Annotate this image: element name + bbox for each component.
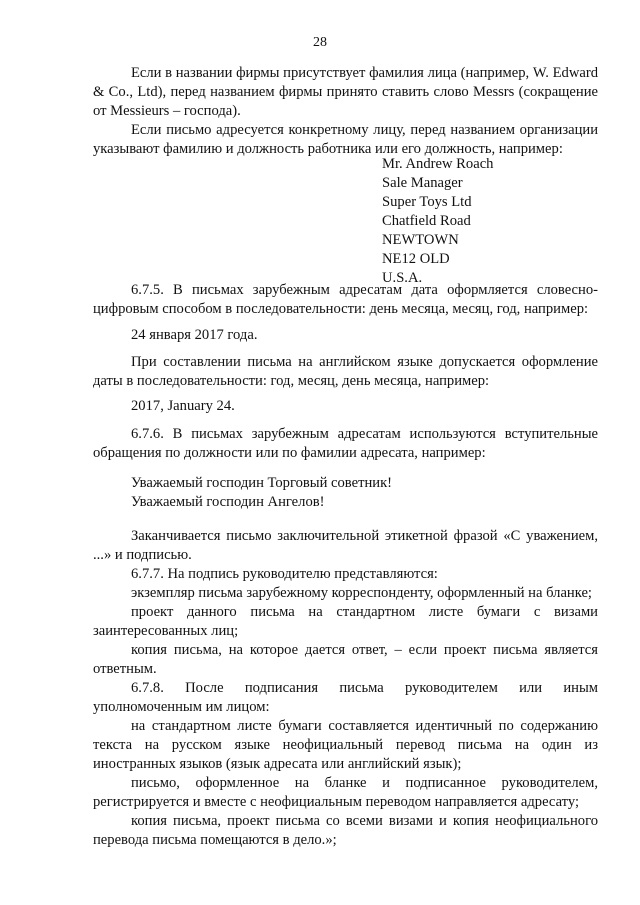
example-date-en-block [93, 397, 598, 416]
paragraph-closing: Заканчивается письмо заключительной этикетной фразой «С уважением, ...» и подписью. [93, 528, 598, 563]
example-date-ru-block [93, 326, 598, 345]
address-line: Sale Manager [382, 175, 463, 191]
paragraph-6-7-6: 6.7.6. В письмах зарубежным адресатам используются вступительные обращения по должности или по фамилии адресата, например: [93, 426, 598, 461]
section-6-7-5 [93, 281, 598, 319]
address-line: Super Toys Ltd [382, 194, 472, 210]
address-line: U.S.A. [382, 270, 423, 286]
list-item-copy-foreign: экземпляр письма зарубежному корреспонденту, оформленный на бланке; [131, 585, 592, 601]
intro-paragraphs [93, 64, 598, 159]
example-date-ru: 24 января 2017 года. [131, 327, 258, 343]
paragraph-firm-name: Если в названии фирмы присутствует фамилия лица (например, W. Edward & Co., Ltd), перед названием фирмы принято ставить слово Messrs (сокращение от Messieurs – господа). [93, 65, 598, 119]
address-line: Chatfield Road [382, 213, 471, 229]
list-item-translation: на стандартном листе бумаги составляется идентичный по содержанию текста на русском языке неофициальный перевод письма на один из иностранных языков (язык адресата или английский язык); [93, 718, 598, 772]
paragraph-6-7-7: 6.7.7. На подпись руководителю представляются: [131, 566, 438, 582]
list-item-draft: проект данного письма на стандартном листе бумаги с визами заинтересованных лиц; [93, 604, 598, 639]
english-date-block [93, 353, 598, 391]
closing-and-signature-section [93, 527, 598, 850]
paragraph-english-date: При составлении письма на английском языке допускается оформление даты в последовательности: год, месяц, день месяца, например: [93, 354, 598, 389]
greeting-angelov: Уважаемый господин Ангелов! [131, 494, 325, 510]
address-example [382, 155, 493, 288]
paragraph-specific-person: Если письмо адресуется конкретному лицу, перед названием организации указывают фамилию и должность работника или его должность, например: [93, 122, 598, 157]
greetings-block [93, 474, 598, 512]
paragraph-6-7-5: 6.7.5. В письмах зарубежным адресатам дата оформляется словесно-цифровым способом в последовательности: день месяца, месяц, год, например: [93, 282, 598, 317]
address-line: NE12 OLD [382, 251, 450, 267]
section-6-7-6 [93, 425, 598, 463]
paragraph-6-7-8: 6.7.8. После подписания письма руководителем или иным уполномоченным им лицом: [93, 680, 598, 715]
example-date-en: 2017, January 24. [131, 398, 235, 414]
address-line: Mr. Andrew Roach [382, 156, 494, 172]
list-item-registered: письмо, оформленное на бланке и подписанное руководителем, регистрируется и вместе с неофициальным переводом направляется адресату; [93, 775, 598, 810]
list-item-reply-copy: копия письма, на которое дается ответ, – если проект письма является ответным. [93, 642, 598, 677]
list-item-to-file: копия письма, проект письма со всеми визами и копия неофициального перевода письма помещаются в дело.»; [93, 813, 598, 848]
greeting-trade-adviser: Уважаемый господин Торговый советник! [131, 475, 393, 491]
page-number: 28 [313, 35, 327, 50]
address-line: NEWTOWN [382, 232, 459, 248]
